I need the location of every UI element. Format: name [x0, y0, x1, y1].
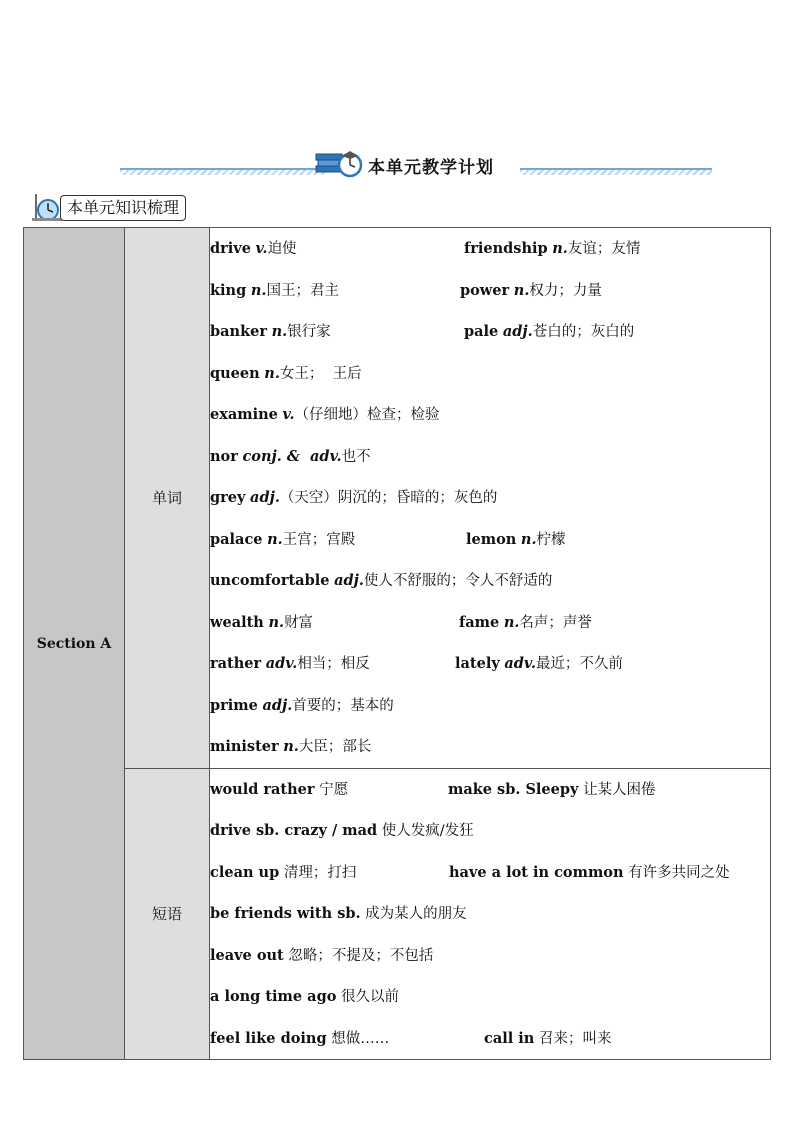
phrase-line: clean up 清理；打扫 have a lot in common 有许多共同之处 [210, 863, 730, 881]
vocab-line: queen n.女王； 王后 [210, 364, 362, 382]
banner-rule-left [120, 168, 325, 175]
vocab-line: banker n.银行家 pale adj.苍白的；灰白的 [210, 323, 635, 340]
phrase-line: would rather 宁愿 make sb. Sleepy 让某人困倦 [210, 780, 656, 798]
section-heading [30, 192, 220, 222]
knowledge-table [23, 227, 771, 1060]
banner-title: 本单元教学计划 [368, 158, 494, 178]
vocab-line: prime adj.首要的；基本的 [210, 696, 394, 714]
vocab-line: wealth n.财富 fame n.名声；声誉 [210, 613, 592, 631]
vocab-line: uncomfortable adj.使人不舒服的；令人不舒适的 [210, 572, 553, 589]
books-clock-icon [314, 150, 364, 178]
section-a-cell: Section A [24, 228, 125, 1060]
phrases-label: 短语 [125, 768, 210, 1060]
banner-rule-right [520, 168, 712, 175]
phrase-line: be friends with sb. 成为某人的朋友 [210, 905, 467, 922]
vocab-line: examine v.（仔细地）检查；检验 [210, 406, 440, 423]
vocab-line: drive v.迫使 friendship n.友谊；友情 [210, 240, 641, 257]
vocab-line: king n.国王；君主 power n.权力；力量 [210, 281, 602, 299]
phrases-content [210, 768, 771, 1060]
vocab-content [210, 228, 771, 769]
phrase-line: drive sb. crazy / mad 使人发疯/发狂 [210, 822, 474, 839]
vocab-label: 单词 [125, 228, 210, 769]
section-heading-label: 本单元知识梳理 [60, 195, 186, 221]
phrase-line: a long time ago 很久以前 [210, 988, 399, 1005]
vocab-line: rather adv.相当；相反 lately adv.最近；不久前 [210, 655, 623, 672]
plan-banner [120, 150, 712, 180]
phrase-line: leave out 忽略；不提及；不包括 [210, 946, 434, 964]
vocab-line: minister n.大臣；部长 [210, 738, 372, 755]
phrase-line: feel like doing 想做…… call in 召来；叫来 [210, 1029, 612, 1047]
vocab-line: palace n.王宫；宫殿 lemon n.柠檬 [210, 530, 566, 548]
clock-icon [30, 192, 64, 222]
vocab-line: grey adj.（天空）阴沉的；昏暗的；灰色的 [210, 489, 498, 506]
vocab-line: nor conj. & adv.也不 [210, 447, 371, 465]
